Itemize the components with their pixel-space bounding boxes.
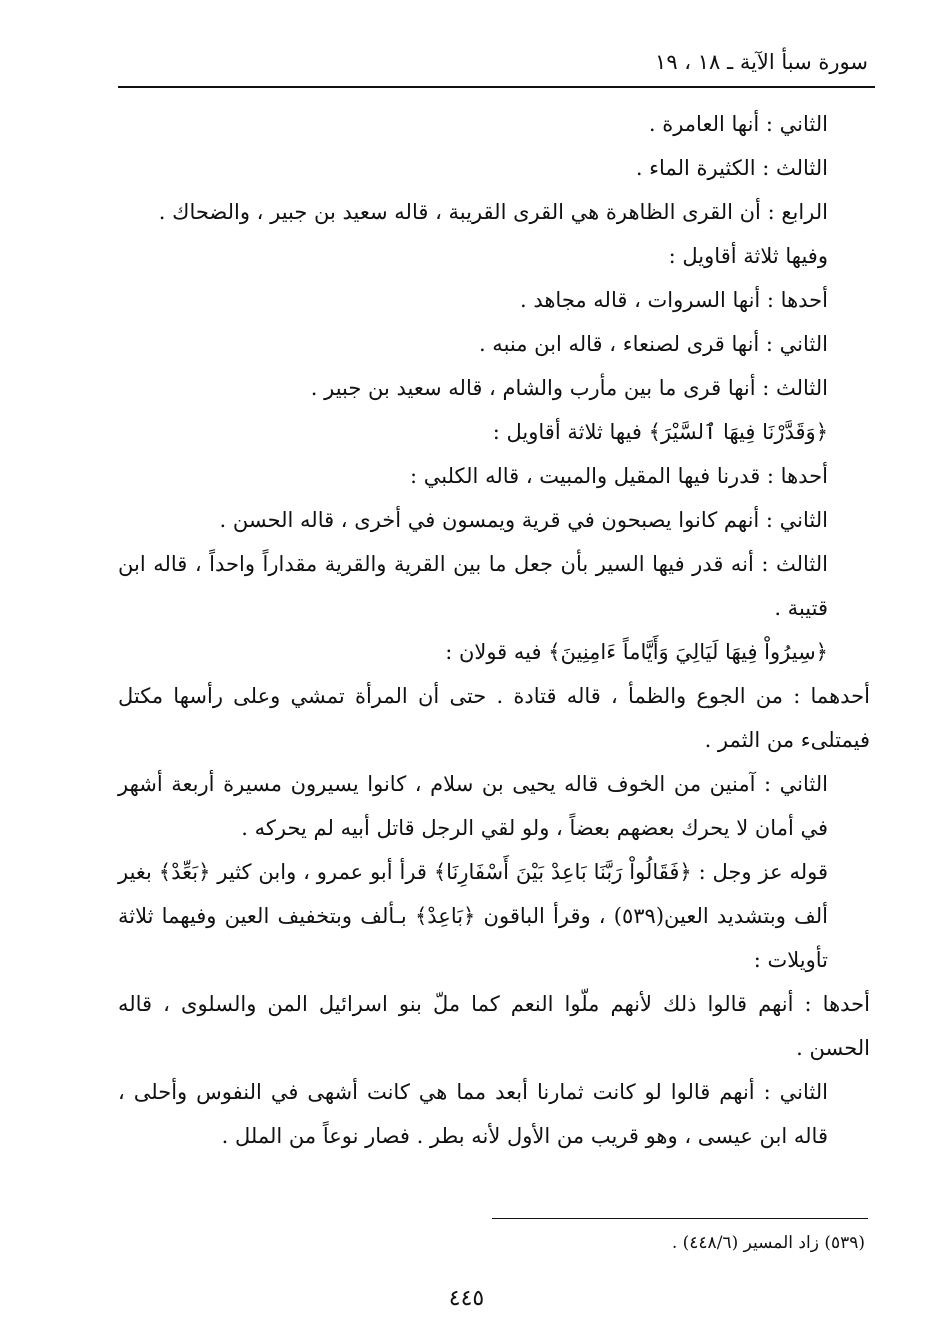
- footnote: (٥٣٩) زاد المسير (٤٤٨/٦) .: [671, 1233, 865, 1253]
- paragraph: الثاني : أنهم كانوا يصبحون في قرية ويمسون في أخرى ، قاله الحسن .: [219, 508, 828, 532]
- paragraph: أحدها : قدرنا فيها المقيل والمبيت ، قاله الكلبي :: [410, 464, 828, 488]
- running-header: سورة سبأ الآية ـ ١٨ ، ١٩: [655, 50, 868, 74]
- paragraph: الثاني : أنهم قالوا لو كانت ثمارنا أبعد مما هي كانت أشهى في النفوس وأحلى ، قاله ابن عيسى ، وهو قريب من الأول لأنه بطر . فصار نوعاً من الملل .: [118, 1080, 828, 1148]
- header-rule: [118, 86, 875, 88]
- paragraph: الثاني : آمنين من الخوف قاله يحيى بن سلام ، كانوا يسيرون مسيرة أربعة أشهر في أمان لا يحرك بعضهم بعضاً ، ولو لقي الرجل قاتل أبيه لم يحركه .: [118, 772, 828, 840]
- paragraph: ﴿وَقَدَّرْنَا فِيهَا ٱلسَّيْرَ﴾ فيها ثلاثة أقاويل :: [492, 420, 828, 444]
- paragraph: أحدها : أنها السروات ، قاله مجاهد .: [519, 288, 828, 312]
- paragraph: الرابع : أن القرى الظاهرة هي القرى القريبة ، قاله سعيد بن جبير ، والضحاك .: [158, 200, 828, 224]
- paragraph: الثالث : أنه قدر فيها السير بأن جعل ما بين القرية والقرية مقداراً واحداً ، قاله ابن قتيبة .: [118, 552, 828, 620]
- paragraph: أحدها : أنهم قالوا ذلك لأنهم ملّوا النعم كما ملّ بنو اسرائيل المن والسلوى ، قاله الحسن .: [118, 992, 870, 1060]
- body-text: [118, 102, 870, 1158]
- paragraph: الثالث : أنها قرى ما بين مأرب والشام ، قاله سعيد بن جبير .: [310, 376, 828, 400]
- footnote-rule: [492, 1218, 868, 1219]
- paragraph: الثاني : أنها العامرة .: [648, 112, 828, 136]
- paragraph: الثاني : أنها قرى لصنعاء ، قاله ابن منبه .: [478, 332, 828, 356]
- paragraph: ﴿سِيرُواْ فِيهَا لَيَالِيَ وَأَيَّاماً ءَامِنِينَ﴾ فيه قولان :: [445, 640, 828, 664]
- paragraph: أحدهما : من الجوع والظمأ ، قاله قتادة . حتى أن المرأة تمشي وعلى رأسها مكتل فيمتلىء من الثمر .: [118, 684, 870, 752]
- paragraph: وفيها ثلاثة أقاويل :: [668, 244, 828, 268]
- page-number: ٤٤٥: [448, 1286, 485, 1311]
- paragraph: قوله عز وجل : ﴿فَقَالُواْ رَبَّنَا بَاعِدْ بَيْنَ أَسْفَارِنَا﴾ قرأ أبو عمرو ، وابن كثير ﴿بَعِّدْ﴾ بغير ألف وبتشديد العين(٥٣٩) ، وقرأ الباقون ﴿بَاعِدْ﴾ بـألف وبتخفيف العين وفيهما ثلاثة تأويلات :: [118, 860, 829, 972]
- paragraph: الثالث : الكثيرة الماء .: [635, 156, 828, 180]
